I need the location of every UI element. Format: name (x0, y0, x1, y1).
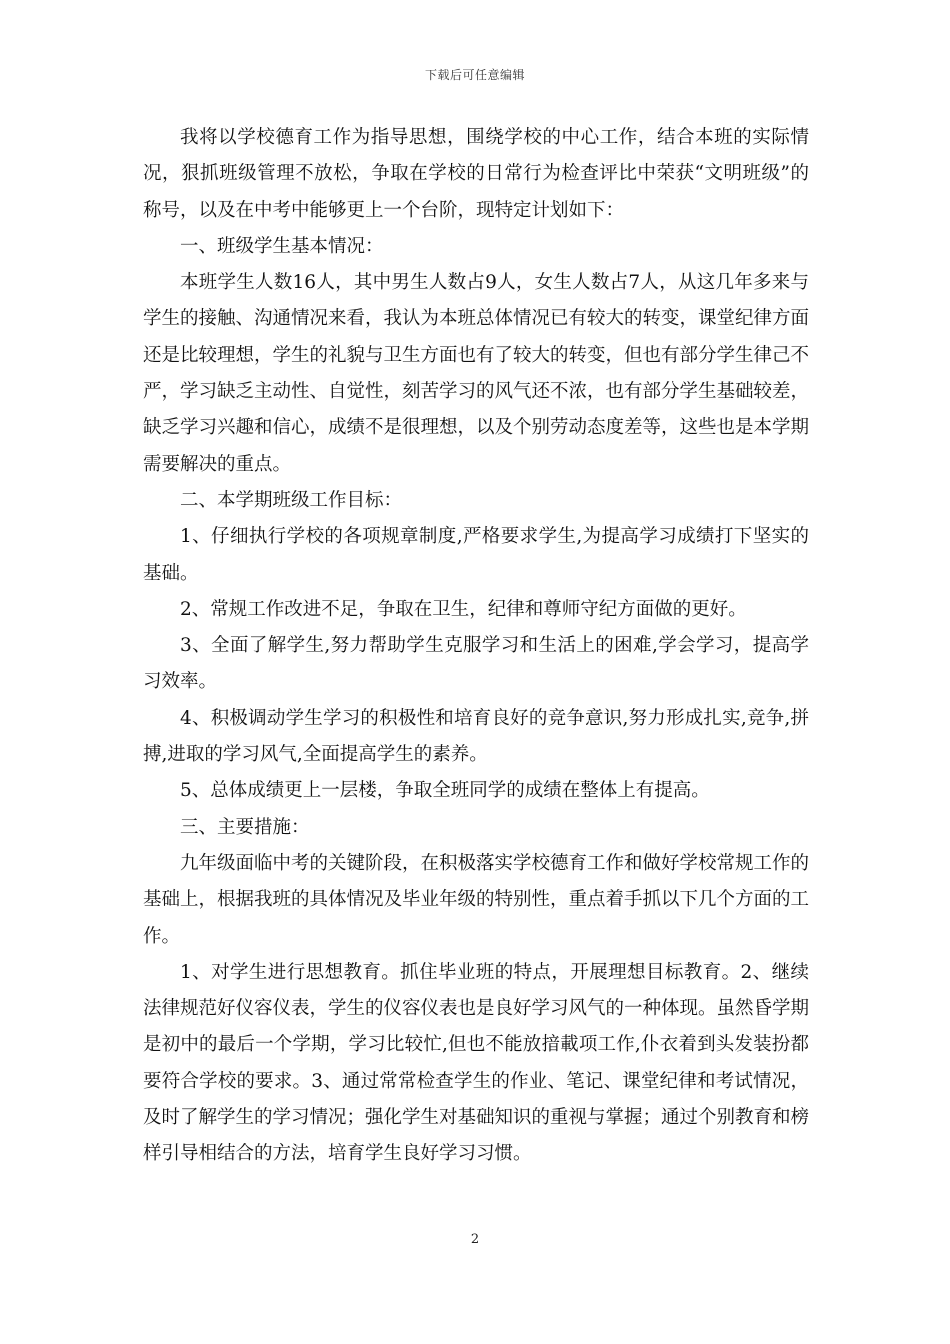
goal-item-5: 5、总体成绩更上一层楼，争取全班同学的成绩在整体上有提高。 (180, 780, 710, 802)
measures-intro-paragraph: 九年级面临中考的关键阶段，在积极落实学校德育工作和做好学校常规工作的基础上，根据我班的具体情况及毕业年级的特别性，重点着手抓以下几个方面的工作。 (143, 852, 810, 947)
section-heading-basic-situation: 一、班级学生基本情况： (180, 235, 384, 257)
section-heading-goals: 二、本学期班级工作目标： (180, 489, 403, 511)
document-body (143, 120, 809, 1173)
page-number: 2 (470, 1232, 480, 1247)
section-heading-measures: 三、主要措施： (180, 816, 310, 838)
intro-paragraph: 我将以学校德育工作为指导思想，围绕学校的中心工作，结合本班的实际情况，狠抓班级管理不放松，争取在学校的日常行为检查评比中荣获“文明班级”的称号，以及在中考中能够更上一个台阶，现特定计划如下： (143, 127, 809, 221)
measures-detail-paragraph: 1、对学生进行思想教育。抓住毕业班的特点，开展理想目标教育。2、继续法律规范好仪容仪表，学生的仪容仪表也是良好学习风气的一种体现。虽然昏学期是初中的最后一个学期，学习比较忙,但也不能放揞載项工作,仆衣着到头发装扮都要符合学校的要求。3、通过常常检查学生的作业、笔记、课堂纪律和考试情况，及时了解学生的学习情况；强化学生对基础知识的重视与掌握；通过个别教育和榜样引导相结合的方法，培育学生良好学习习惯。 (143, 961, 810, 1165)
goal-item-3: 3、全面了解学生,努力帮助学生克服学习和生活上的困难,学会学习，提高学习效率。 (143, 635, 809, 693)
goal-item-4: 4、积极调动学生学习的积极性和培育良好的竞争意识,努力形成扎实,竞争,拼搏,进取的学习风气,全面提高学生的素养。 (143, 707, 809, 766)
page-header: 下载后可任意编辑 (424, 68, 525, 82)
basic-situation-paragraph: 本班学生人数16人，其中男生人数占9人，女生人数占7人，从这几年多来与学生的接触、沟通情况来看，我认为本班总体情况已有较大的转变，课堂纪律方面还是比较理想，学生的礼貌与卫生方面也有了较大的转变，但也有部分学生律己不严，学习缺乏主动性、自觉性，刻苦学习的风气还不浓，也有部分学生基础较差，缺乏学习兴趣和信心，成绩不是很理想，以及个别劳动态度差等，这些也是本学期需要解决的重点。 (143, 272, 810, 475)
goal-item-2: 2、常规工作改进不足，争取在卫生，纪律和尊师守纪方面做的更好。 (180, 598, 747, 620)
goal-item-1: 1、仔细执行学校的各项规章制度,严格要求学生,为提高学习成绩打下坚实的基础。 (143, 526, 809, 584)
